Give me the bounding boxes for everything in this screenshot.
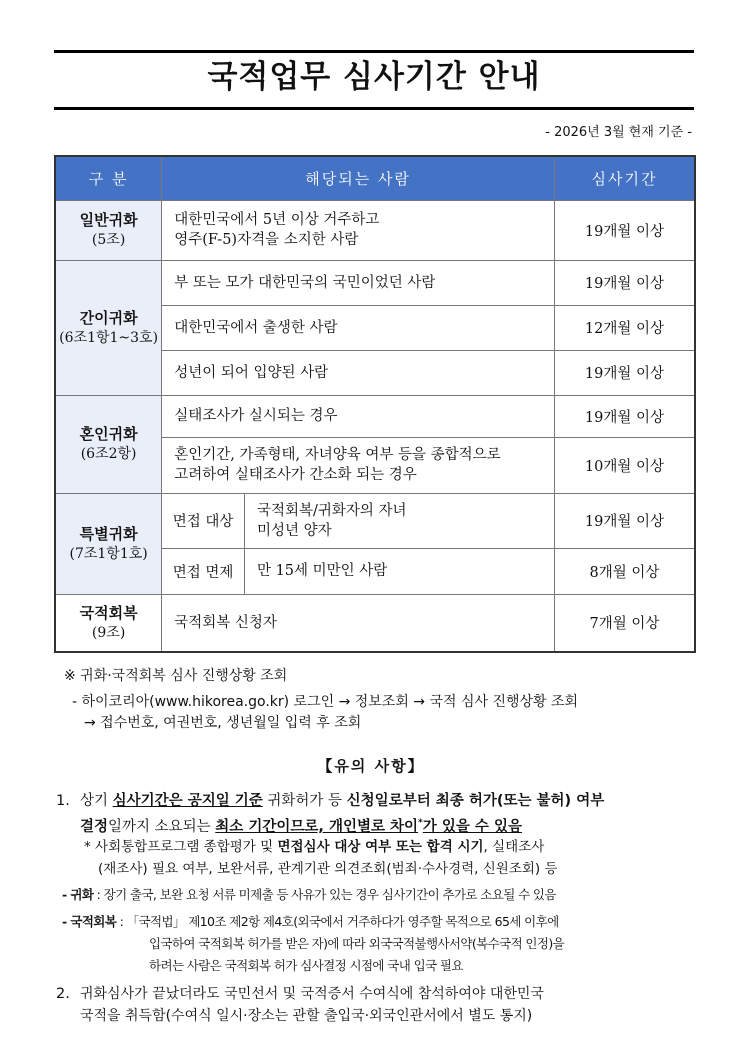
applicant-simple-3: 성년이 되어 입양된 사람 [162,350,555,395]
caution-2-num: 2. [56,986,70,1002]
category-simple: 간이귀화 (6조1항1~3호) [55,260,162,395]
caution-restore-line1: - 국적회복 : 「국적법」 제10조 제2항 제4호(외국에서 거주하다가 영주할 목적으로 65세 이후에 [62,914,559,929]
caution-restore-line2: 입국하여 국적회복 허가를 받은 자)에 따라 외국국적불행사서약(복수국적 인정)을 [149,936,565,951]
period-simple-2: 12개월 이상 [554,305,695,350]
category-special: 특별귀화 (7조1항1호) [55,493,162,594]
basis-date: - 2026년 3월 현재 기준 - [545,125,692,140]
period-simple-3: 19개월 이상 [554,350,695,395]
header-applicant: 해당되는 사람 [162,156,555,200]
special-type-exempt: 면접 면제 [162,548,245,594]
period-general: 19개월 이상 [554,200,695,260]
header-period: 심사기간 [554,156,695,200]
caution-naturalization: - 귀화 : 장기 출국, 보완 요청 서류 미제출 등 사유가 있는 경우 심사기간이 추가로 소요될 수 있음 [62,887,556,902]
applicant-special-1: 국적회복/귀화자의 자녀 미성년 양자 [244,493,554,548]
applicant-marriage-1: 실태조사가 실시되는 경우 [162,395,555,437]
review-period-table [54,155,696,653]
category-marriage: 혼인귀화 (6조2항) [55,395,162,493]
caution-1-line2: 결정일까지 소요되는 최소 기간이므로, 개인별로 차이*가 있을 수 있음 [80,818,522,835]
header-category: 구 분 [55,156,162,200]
title-box [54,50,694,110]
category-restore: 국적회복 (9조) [55,594,162,652]
applicant-simple-2: 대한민국에서 출생한 사람 [162,305,555,350]
caution-heading: 【유의 사항】 [317,757,425,775]
period-simple-1: 19개월 이상 [554,260,695,305]
caution-1-line1: 상기 심사기간은 공지일 기준 귀화허가 등 신청일로부터 최종 허가(또는 불허) 여부 [80,793,605,809]
caution-2-line2: 국적을 취득함(수여식 일시·장소는 관할 출입국·외국인관서에서 별도 통지) [80,1008,533,1024]
category-general: 일반귀화 (5조) [55,200,162,260]
special-type-interview: 면접 대상 [162,493,245,548]
page-title: 국적업무 심사기간 안내 [207,59,541,95]
period-marriage-2: 10개월 이상 [554,437,695,493]
applicant-special-2: 만 15세 미만인 사람 [244,548,554,594]
applicant-marriage-2: 혼인기간, 가족형태, 자녀양육 여부 등을 종합적으로 고려하여 실태조사가 간소화 되는 경우 [162,437,555,493]
period-special-2: 8개월 이상 [554,548,695,594]
caution-star-line2: (재조사) 필요 여부, 보완서류, 관계기관 의견조회(범죄·수사경력, 신원조회) 등 [98,861,558,877]
caution-restore-line3: 하려는 사람은 국적회복 허가 심사결정 시점에 국내 입국 필요 [149,958,463,973]
caution-star-line1: * 사회통합프로그램 종합평가 및 면접심사 대상 여부 또는 합격 시기, 실태조사 [84,839,545,855]
period-marriage-1: 19개월 이상 [554,395,695,437]
status-note-input: → 접수번호, 여권번호, 생년월일 입력 후 조회 [84,715,362,731]
applicant-general: 대한민국에서 5년 이상 거주하고 영주(F-5)자격을 소지한 사람 [162,200,555,260]
period-restore: 7개월 이상 [554,594,695,652]
period-special-1: 19개월 이상 [554,493,695,548]
status-note-path: - 하이코리아(www.hikorea.go.kr) 로그인 → 정보조회 → 국적 심사 진행상황 조회 [72,694,579,710]
status-note-title: ※ 귀화·국적회복 심사 진행상황 조회 [64,668,288,684]
applicant-simple-1: 부 또는 모가 대한민국의 국민이었던 사람 [162,260,555,305]
caution-2-line1: 귀화심사가 끝났더라도 국민선서 및 국적증서 수여식에 참석하여야 대한민국 [80,986,544,1002]
caution-1-num: 1. [56,793,70,809]
applicant-restore: 국적회복 신청자 [162,594,555,652]
